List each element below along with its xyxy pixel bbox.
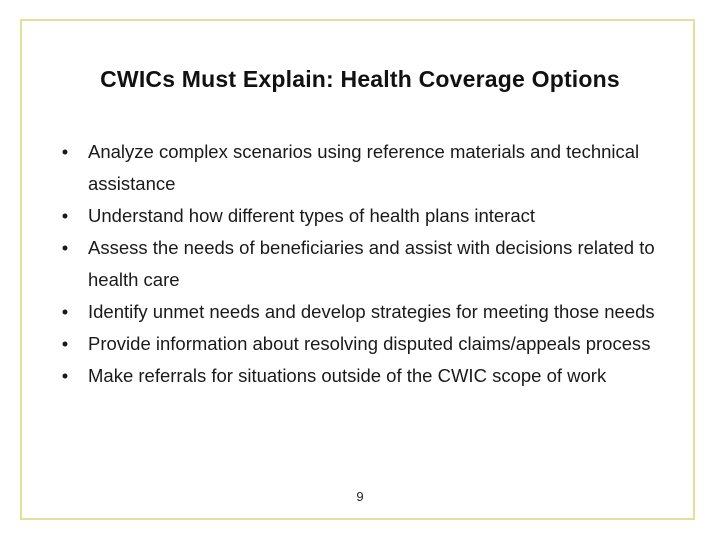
slide-title: CWICs Must Explain: Health Coverage Options: [100, 66, 620, 92]
bullet-item: [58, 232, 668, 296]
bullet-item: [58, 328, 668, 360]
bullet-item: [58, 360, 668, 392]
bullet-icon: •: [61, 365, 69, 386]
bullet-text: Identify unmet needs and develop strategies for meeting those needs: [88, 301, 655, 322]
bullet-text: Analyze complex scenarios using reference materials and technical assistance: [88, 141, 640, 194]
bullet-text: Provide information about resolving disputed claims/appeals process: [88, 333, 651, 354]
bullet-text: Make referrals for situations outside of the CWIC scope of work: [88, 365, 607, 386]
bullet-text: Understand how different types of health plans interact: [88, 205, 536, 226]
page-number: 9: [356, 489, 364, 504]
bullet-icon: •: [61, 333, 69, 354]
bullet-icon: •: [61, 205, 69, 226]
bullet-item: [58, 200, 668, 232]
bullet-item: [58, 296, 668, 328]
bullet-icon: •: [61, 237, 69, 258]
bullet-icon: •: [61, 301, 69, 322]
bullet-item: [58, 136, 668, 200]
bullet-text: Assess the needs of beneficiaries and assist with decisions related to health care: [88, 237, 655, 290]
bullet-icon: •: [61, 141, 69, 162]
bullet-list: [58, 136, 668, 392]
